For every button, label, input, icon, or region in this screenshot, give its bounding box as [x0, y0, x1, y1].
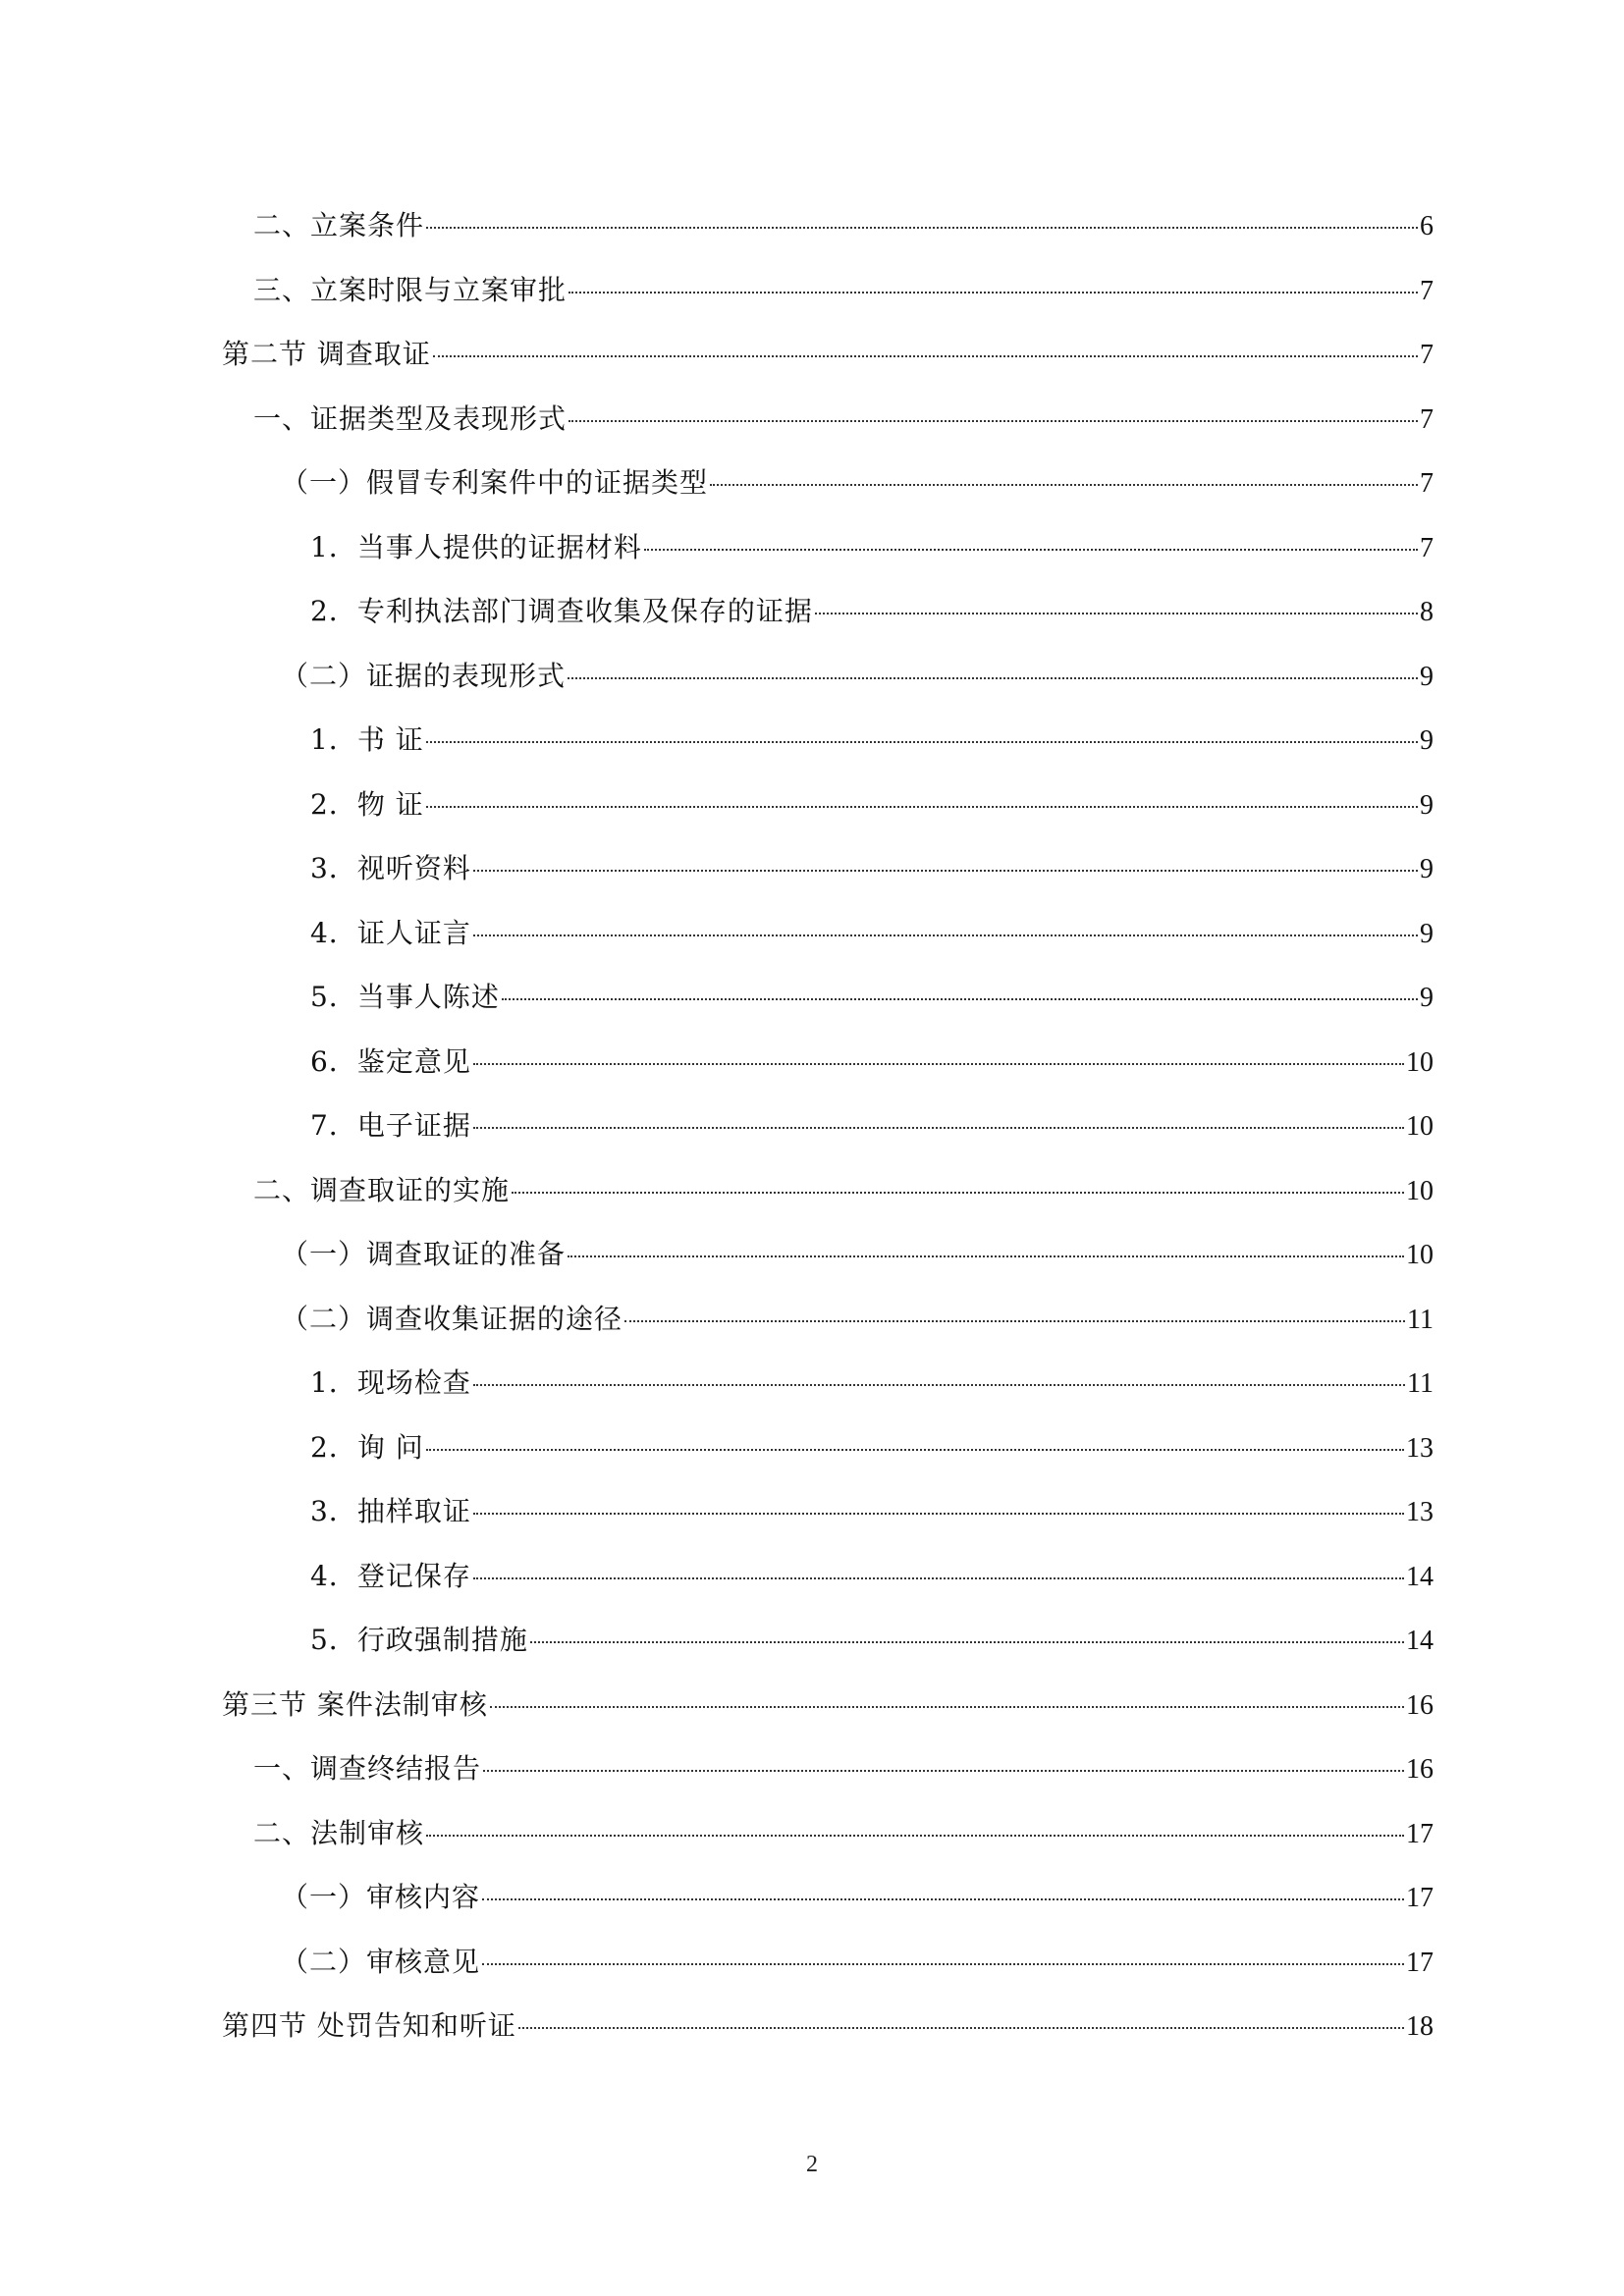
toc-entry-page: 16	[1406, 1754, 1434, 1785]
toc-entry[interactable]	[310, 1487, 1434, 1536]
toc-entry-page: 9	[1420, 918, 1434, 949]
toc-entry-page: 13	[1406, 1497, 1434, 1527]
dot-leader	[482, 1898, 1404, 1900]
toc-entry-title: 第三节 案件法制审核	[222, 1687, 488, 1721]
toc-entry-page: 7	[1420, 403, 1434, 435]
toc-entry-page: 6	[1420, 211, 1434, 241]
toc-entry-page: 9	[1420, 854, 1434, 884]
toc-entry[interactable]	[281, 1295, 1434, 1344]
toc-entry-page: 14	[1406, 1561, 1434, 1592]
toc-entry-title: （二）审核意见	[281, 1945, 481, 1978]
toc-entry-title: 5．当事人陈述	[310, 981, 500, 1013]
toc-entry[interactable]	[253, 201, 1434, 250]
toc-entry-title: 4．登记保存	[310, 1559, 471, 1592]
toc-entry[interactable]	[310, 1552, 1434, 1601]
dot-leader	[624, 1320, 1405, 1322]
toc-entry-title: 2．询 问	[310, 1430, 424, 1464]
toc-entry[interactable]	[310, 523, 1434, 572]
toc-entry-title: 1．当事人提供的证据材料	[310, 530, 642, 563]
toc-entry-title: 一、调查终结报告	[253, 1752, 482, 1785]
dot-leader	[483, 1770, 1404, 1772]
dot-leader	[473, 870, 1418, 872]
toc-entry-page: 11	[1407, 1304, 1434, 1335]
toc-entry-page: 8	[1420, 597, 1434, 627]
toc-entry-title: 6．鉴定意见	[310, 1044, 471, 1078]
toc-entry[interactable]	[281, 1873, 1434, 1922]
toc-entry-title: 2．专利执法部门调查收集及保存的证据	[310, 595, 813, 627]
page-number: 2	[806, 2152, 818, 2177]
toc-entry-page: 9	[1420, 725, 1434, 756]
dot-leader	[568, 292, 1418, 294]
toc-entry[interactable]	[310, 1616, 1434, 1665]
dot-leader	[490, 1706, 1404, 1708]
toc-entry-page: 17	[1406, 1818, 1434, 1849]
toc-entry-title: 一、证据类型及表现形式	[253, 401, 568, 435]
dot-leader	[426, 741, 1418, 743]
toc-entry-page: 9	[1420, 661, 1434, 692]
toc-entry[interactable]	[310, 716, 1434, 765]
toc-entry-title: 5．行政强制措施	[310, 1624, 528, 1656]
toc-entry[interactable]	[222, 330, 1434, 379]
toc-entry-title: （二）调查收集证据的途径	[281, 1302, 623, 1335]
toc-entry-title: 第二节 调查取证	[222, 338, 431, 370]
toc-entry[interactable]	[253, 1166, 1434, 1215]
toc-entry[interactable]	[281, 1938, 1434, 1987]
toc-entry[interactable]	[310, 973, 1434, 1022]
toc-entry-title: 第四节 处罚告知和听证	[222, 2009, 516, 2042]
toc-entry[interactable]	[253, 395, 1434, 444]
dot-leader	[512, 1192, 1404, 1194]
toc-entry-page: 17	[1406, 1947, 1434, 1978]
dot-leader	[473, 1513, 1404, 1515]
toc-entry-page: 14	[1406, 1626, 1434, 1656]
toc-entry-page: 10	[1406, 1111, 1434, 1142]
dot-leader	[710, 484, 1418, 486]
toc-entry-page: 10	[1406, 1240, 1434, 1270]
dot-leader	[473, 1063, 1404, 1065]
dot-leader	[473, 934, 1418, 936]
toc-entry[interactable]	[310, 844, 1434, 893]
toc-entry[interactable]	[281, 652, 1434, 701]
toc-entry-title: 三、立案时限与立案审批	[253, 273, 568, 306]
dot-leader	[473, 1127, 1404, 1129]
toc-entry-page: 7	[1420, 340, 1434, 370]
toc-entry-page: 18	[1406, 2011, 1434, 2042]
toc-entry-page: 10	[1406, 1175, 1434, 1206]
toc-entry-title: （一）审核内容	[281, 1881, 481, 1913]
dot-leader	[482, 1963, 1404, 1965]
toc-entry-title: （一）假冒专利案件中的证据类型	[281, 466, 709, 499]
dot-leader	[426, 1835, 1404, 1837]
toc-entry[interactable]	[310, 1038, 1434, 1087]
toc-entry-title: 二、调查取证的实施	[253, 1173, 511, 1206]
toc-entry-page: 11	[1407, 1368, 1434, 1399]
dot-leader	[568, 677, 1418, 679]
dot-leader	[433, 355, 1418, 357]
dot-leader	[426, 806, 1418, 808]
toc-entry-title: 二、法制审核	[253, 1816, 425, 1849]
toc-entry-page: 13	[1406, 1432, 1434, 1464]
toc-entry-title: （二）证据的表现形式	[281, 659, 567, 692]
dot-leader	[644, 549, 1418, 551]
toc-entry-page: 9	[1420, 983, 1434, 1013]
toc-entry[interactable]	[222, 1681, 1434, 1730]
toc-entry-title: 二、立案条件	[253, 209, 425, 241]
toc-entry-title: 7．电子证据	[310, 1109, 471, 1142]
toc-entry[interactable]	[281, 458, 1434, 507]
toc-entry-page: 9	[1420, 789, 1434, 821]
dot-leader	[426, 227, 1418, 229]
toc-entry[interactable]	[310, 587, 1434, 636]
toc-entry[interactable]	[310, 909, 1434, 958]
dot-leader	[530, 1641, 1404, 1643]
toc-entry-title: 3．视听资料	[310, 852, 471, 884]
toc-entry[interactable]	[222, 2002, 1434, 2051]
toc-entry[interactable]	[253, 1744, 1434, 1793]
toc-entry-page: 16	[1406, 1689, 1434, 1721]
dot-leader	[426, 1449, 1404, 1451]
toc-entry-page: 7	[1420, 532, 1434, 563]
toc-entry-title: 1．现场检查	[310, 1366, 471, 1399]
toc-entry[interactable]	[310, 1423, 1434, 1472]
toc-entry-title: 1．书 证	[310, 723, 424, 756]
toc-entry[interactable]	[253, 1809, 1434, 1858]
dot-leader	[473, 1384, 1405, 1386]
toc-entry[interactable]	[310, 1359, 1434, 1408]
toc-entry[interactable]	[310, 780, 1434, 829]
toc-entry-title: 2．物 证	[310, 787, 424, 821]
toc-entry-page: 10	[1406, 1046, 1434, 1078]
dot-leader	[502, 998, 1418, 1000]
dot-leader	[815, 613, 1418, 614]
dot-leader	[568, 420, 1418, 422]
toc-entry-page: 7	[1420, 275, 1434, 306]
dot-leader	[518, 2027, 1404, 2029]
dot-leader	[473, 1577, 1404, 1579]
toc-entry[interactable]	[310, 1101, 1434, 1150]
toc-entry-title: 4．证人证言	[310, 916, 471, 949]
toc-entry-title: 3．抽样取证	[310, 1495, 471, 1527]
toc-entry-page: 7	[1420, 468, 1434, 499]
toc-entry-page: 17	[1406, 1883, 1434, 1913]
toc-entry[interactable]	[253, 266, 1434, 315]
toc-entry[interactable]	[281, 1230, 1434, 1279]
toc-entry-title: （一）调查取证的准备	[281, 1238, 567, 1270]
dot-leader	[568, 1255, 1404, 1257]
